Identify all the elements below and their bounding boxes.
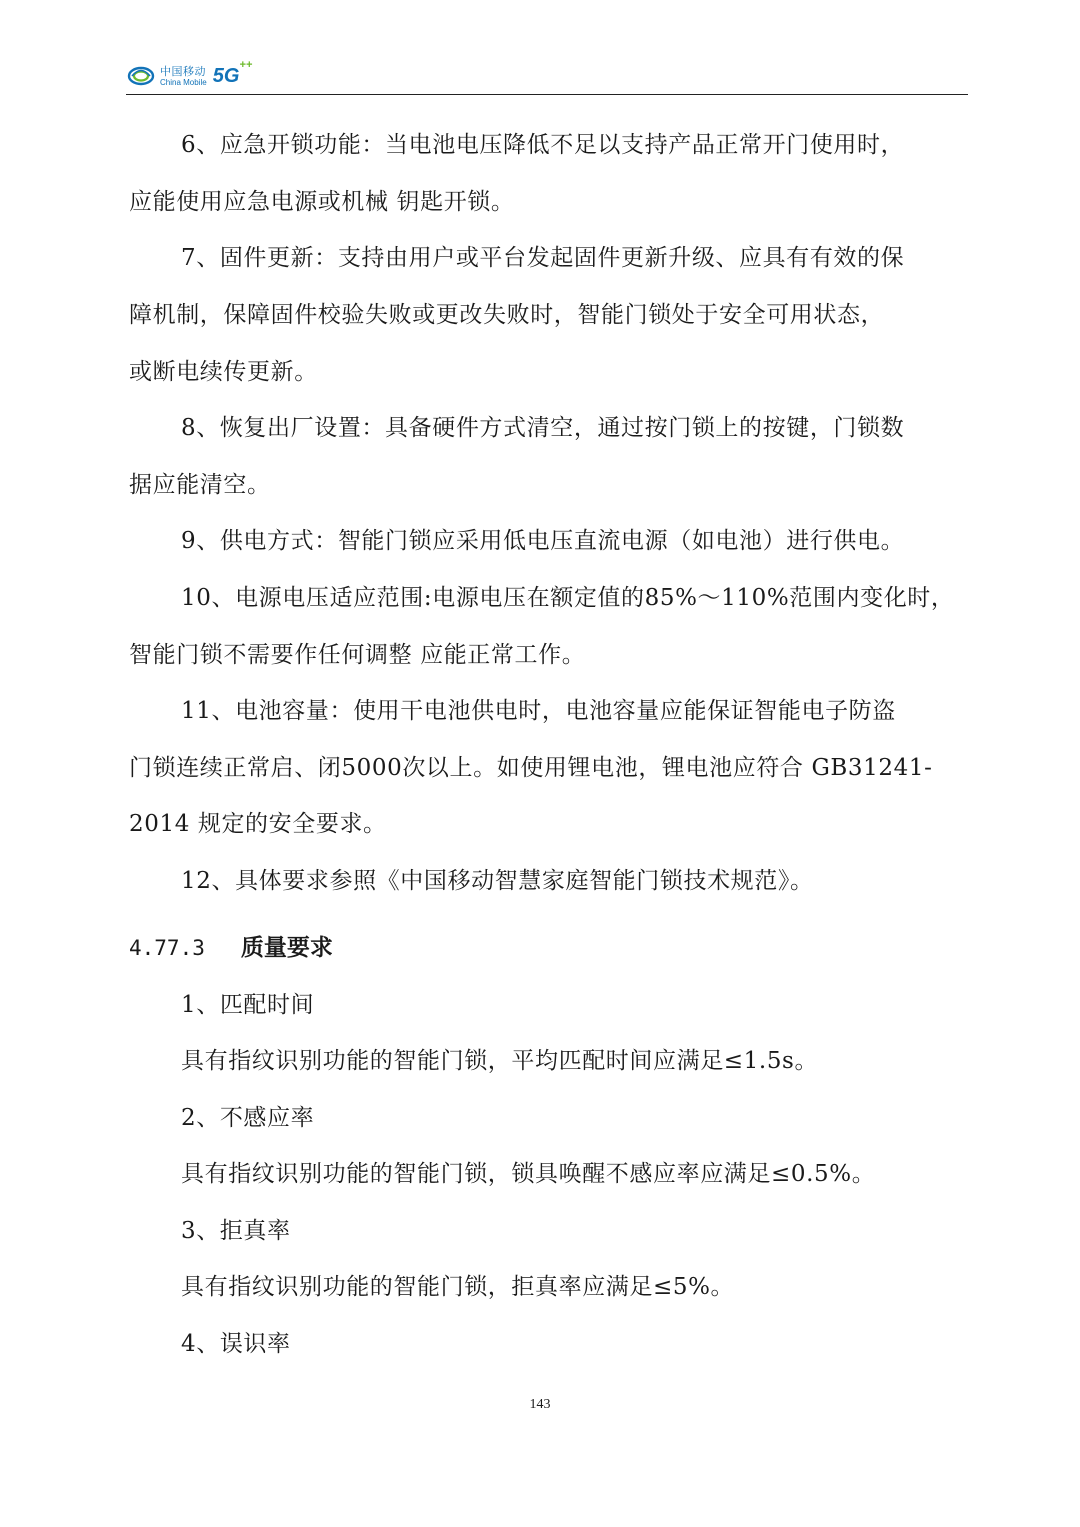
quality-item-title: 1、匹配时间	[181, 992, 315, 1018]
quality-item-title: 4、误识率	[181, 1331, 291, 1357]
text-line: 8、恢复出厂设置：具备硬件方式清空，通过按门锁上的按键，门锁数	[181, 415, 905, 441]
china-mobile-swirl-icon	[126, 63, 156, 89]
quality-item-title: 3、拒真率	[181, 1218, 291, 1244]
text-line: 障机制，保障固件校验失败或更改失败时，智能门锁处于安全可用状态，	[129, 302, 885, 328]
section-number: 4.77.3	[129, 936, 205, 960]
text-line: 12、具体要求参照《中国移动智慧家庭智能门锁技术规范》。	[181, 868, 814, 894]
text-line: 应能使用应急电源或机械 钥匙开锁。	[129, 189, 515, 215]
header-divider	[126, 94, 968, 95]
text-line: 9、供电方式：智能门锁应采用低电压直流电源（如电池）进行供电。	[181, 528, 905, 554]
text-line: 智能门锁不需要作任何调整 应能正常工作。	[129, 642, 586, 668]
page-header	[126, 58, 968, 96]
quality-item-text: 具有指纹识别功能的智能门锁，锁具唤醒不感应率应满足≤0.5%。	[181, 1161, 876, 1187]
text-line: 据应能清空。	[129, 472, 271, 498]
text-line: 11、电池容量：使用干电池供电时，电池容量应能保证智能电子防盗	[181, 698, 896, 724]
quality-item-text: 具有指纹识别功能的智能门锁，拒真率应满足≤5%。	[181, 1274, 735, 1300]
text-line: 门锁连续正常启、闭5000次以上。如使用锂电池，锂电池应符合 GB31241-	[129, 755, 933, 781]
text-line: 10、电源电压适应范围:电源电压在额定值的85%～110%范围内变化时，	[181, 585, 955, 611]
text-line: 2014 规定的安全要求。	[129, 811, 387, 837]
logo-5g-text: 5G	[212, 64, 240, 87]
china-mobile-logo	[126, 58, 252, 94]
page-number: 143	[529, 1397, 551, 1412]
text-line: 7、固件更新：支持由用户或平台发起固件更新升级、应具有有效的保	[181, 245, 905, 271]
logo-5g-mark	[212, 58, 253, 88]
quality-item-title: 2、不感应率	[181, 1105, 315, 1131]
logo-5g-plus: ++	[239, 58, 253, 71]
logo-english-name: China Mobile	[160, 77, 207, 87]
section-title: 质量要求	[240, 935, 333, 961]
section-heading	[129, 933, 333, 963]
quality-item-text: 具有指纹识别功能的智能门锁，平均匹配时间应满足≤1.5s。	[181, 1048, 819, 1074]
logo-chinese-name: 中国移动	[160, 64, 206, 78]
text-line: 或断电续传更新。	[129, 359, 318, 385]
text-line: 6、应急开锁功能：当电池电压降低不足以支持产品正常开门使用时，	[181, 132, 905, 158]
